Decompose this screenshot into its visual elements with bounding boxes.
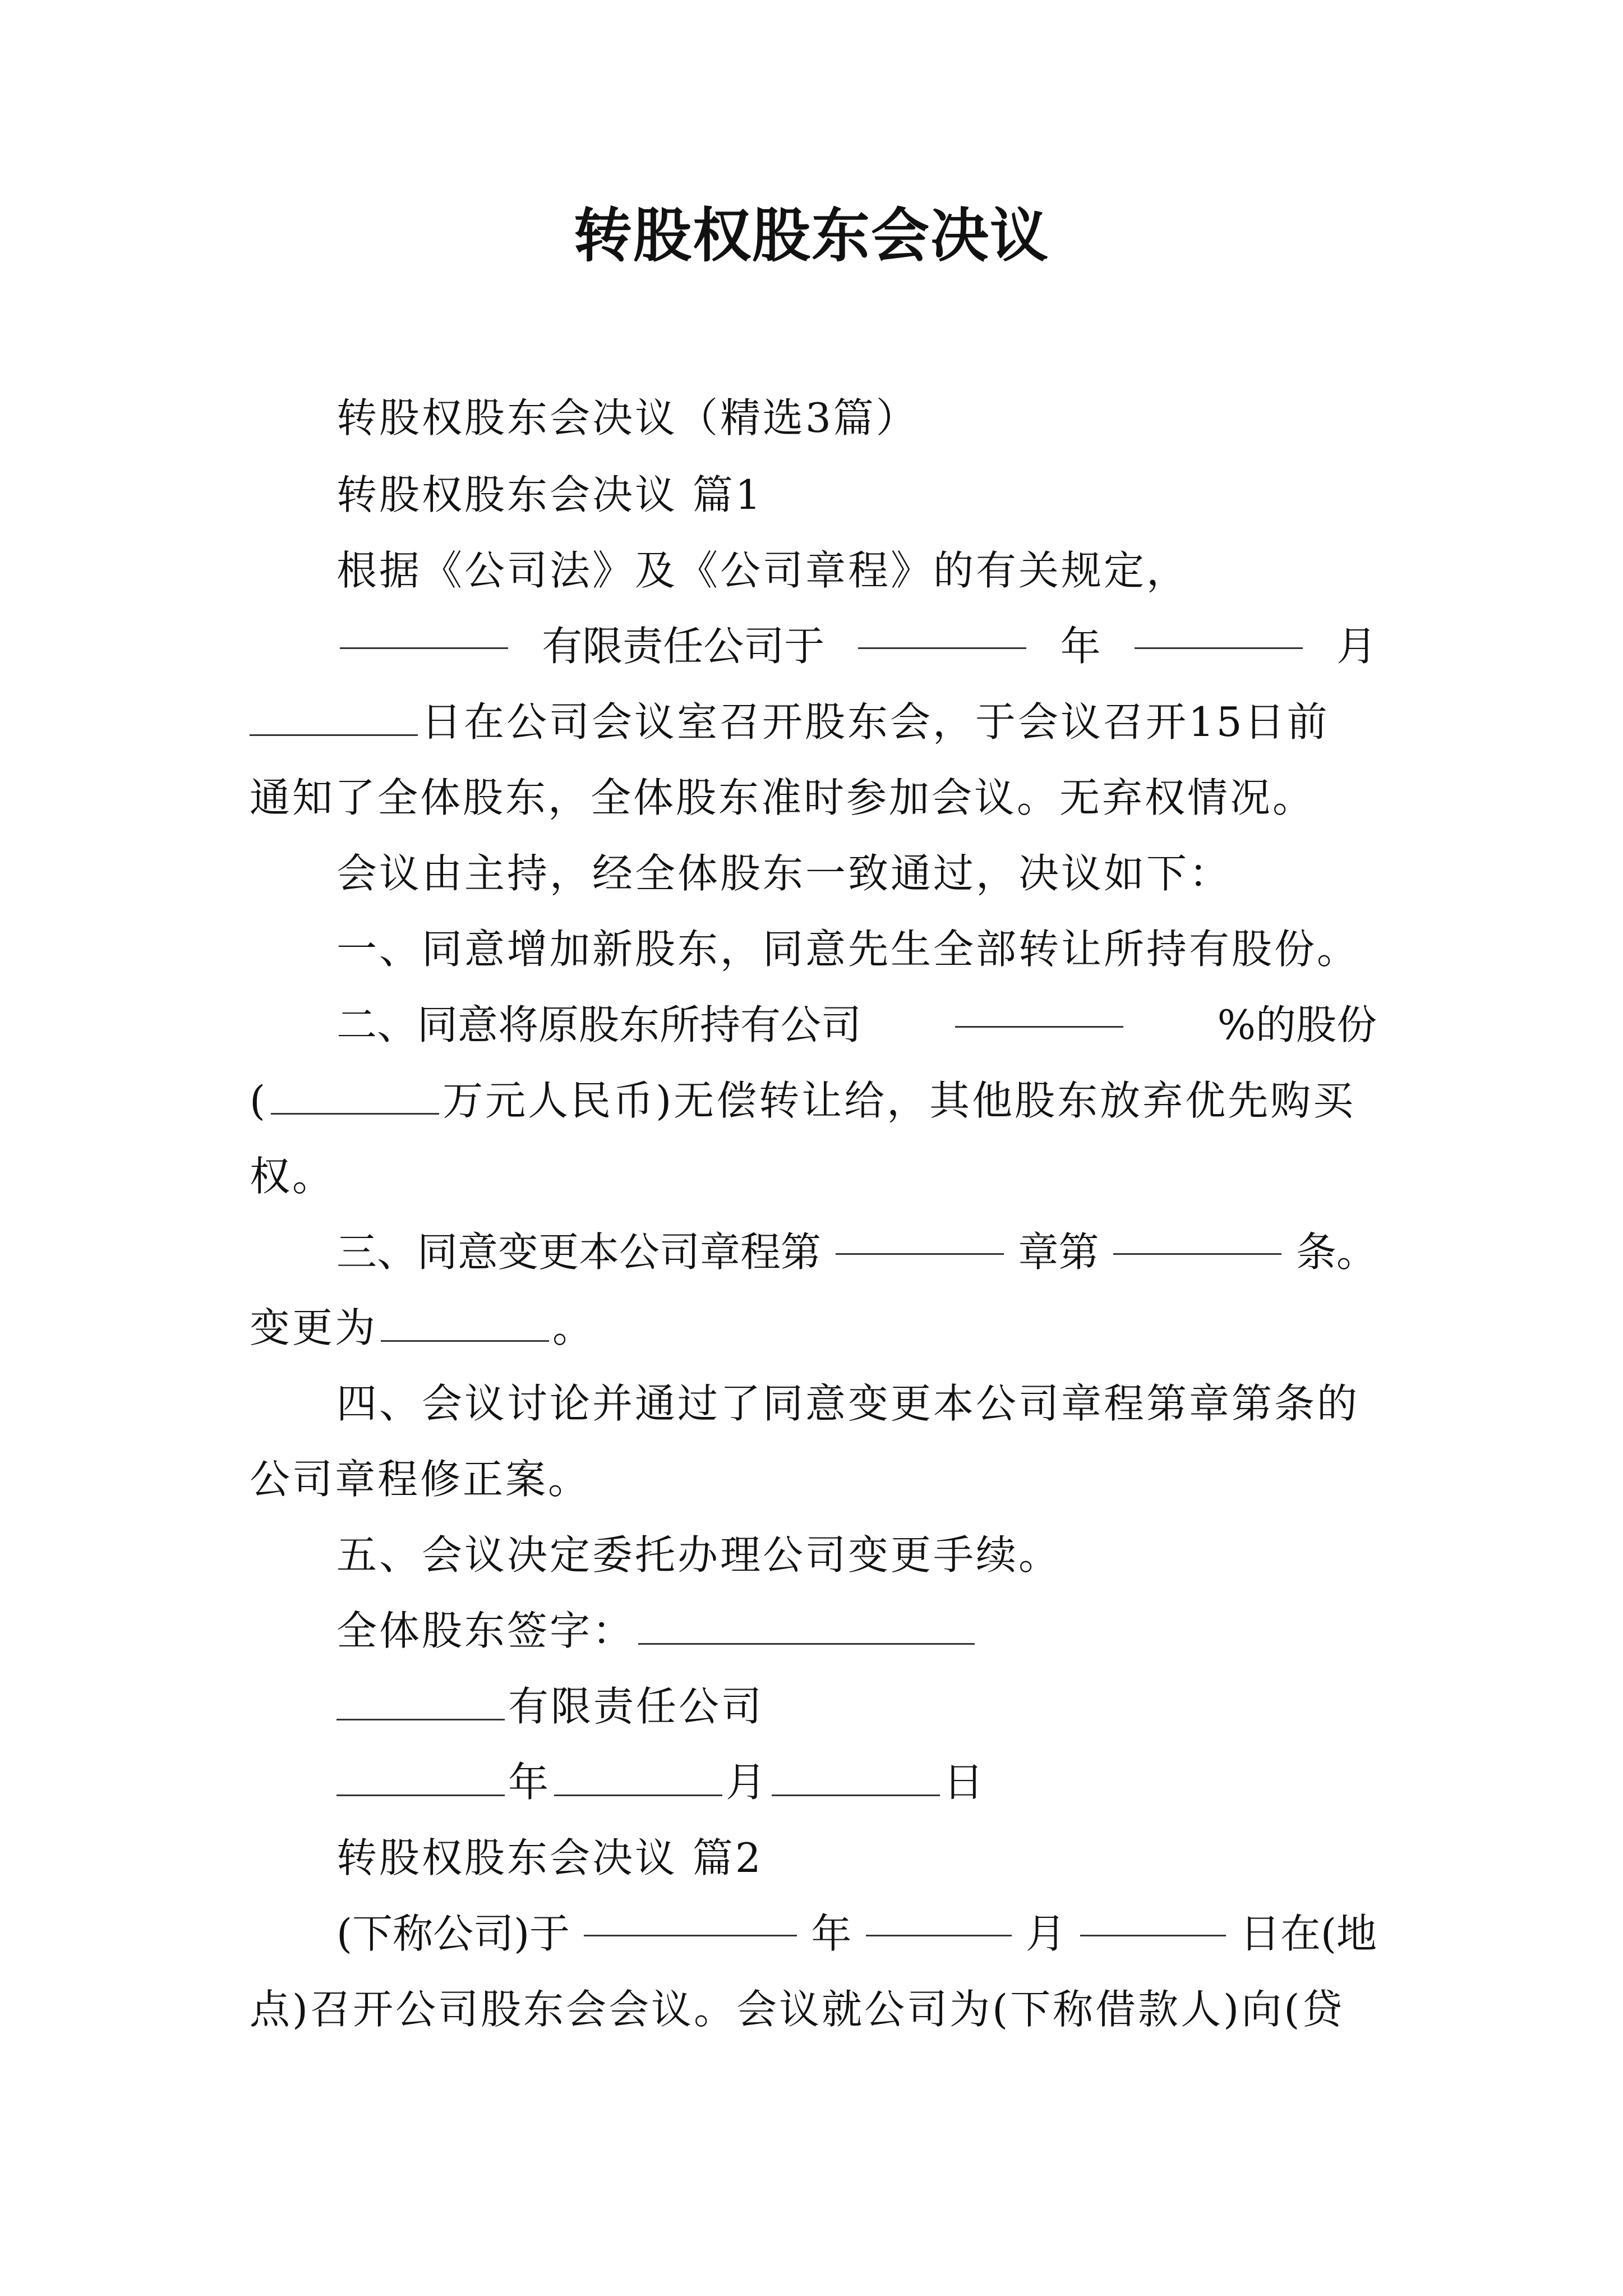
section-1-heading: 转股权股东会决议 篇1 [336, 471, 763, 518]
resolution-item-3 [336, 1218, 1377, 1286]
sign-date-line [336, 1749, 1377, 1816]
month-text: 月 [1336, 623, 1377, 670]
resolution-item-2-cont [250, 1067, 1377, 1134]
sign-year-text: 年 [508, 1759, 551, 1806]
sign-year-blank [336, 1760, 505, 1796]
meeting-day-text: 日在公司会议室召开股东会，于会议召开15日前 [421, 698, 1330, 746]
company-name-blank [340, 613, 508, 649]
open-paren: ( [250, 1077, 268, 1124]
year-text: 年 [1060, 623, 1101, 670]
meeting-date-line [336, 613, 1377, 680]
resolution-item-5: 五、会议决定委托办理公司变更手续。 [336, 1531, 1062, 1579]
sign-month-text: 月 [726, 1759, 769, 1806]
month-blank [1135, 613, 1303, 649]
intro-line: 转股权股东会决议（精选3篇） [336, 394, 919, 441]
section-2-paragraph [336, 1900, 1377, 1967]
resolution-item-4: 四、会议讨论并通过了同意变更本公司章程第章第条的 [336, 1380, 1360, 1427]
sign-day-blank [772, 1760, 940, 1796]
resolution-item-2-end: 权。 [250, 1153, 335, 1200]
item-2-text: 二、同意将原股东所持有公司 [336, 1001, 862, 1048]
item-3-text: 三、同意变更本公司章程第 [336, 1228, 822, 1276]
section-2-year-blank [584, 1900, 797, 1936]
share-percent-blank [955, 991, 1123, 1028]
section-2-day-text: 日在(地 [1239, 1910, 1377, 1957]
resolution-item-2 [336, 991, 1377, 1059]
company-sign-line [336, 1673, 1377, 1740]
item-2-transfer-text: 万元人民币)无偿转让给，其他股东放弃优先购买 [442, 1077, 1356, 1124]
section-2-company-text: (下称公司)于 [336, 1910, 570, 1957]
signature-blank [638, 1608, 975, 1645]
section-2-year-text: 年 [811, 1910, 852, 1957]
day-blank [250, 700, 418, 736]
period-text: 。 [552, 1304, 596, 1351]
signature-label: 全体股东签字： [336, 1607, 635, 1654]
meeting-chair-line: 会议由主持，经全体股东一致通过，决议如下： [336, 850, 1232, 897]
company-type-text: 有限责任公司于 [542, 623, 825, 670]
item-2-percent-text: %的股份 [1217, 1001, 1377, 1048]
sign-day-text: 日 [943, 1759, 986, 1806]
paragraph-legal-basis: 根据《公司法》及《公司章程》的有关规定， [336, 547, 1189, 594]
sign-month-blank [554, 1760, 722, 1796]
chapter-blank [836, 1218, 1004, 1255]
company-sign-text: 有限责任公司 [508, 1683, 764, 1730]
section-2-heading: 转股权股东会决议 篇2 [336, 1834, 763, 1881]
change-to-blank [381, 1305, 549, 1342]
resolution-item-3-cont [250, 1294, 1377, 1361]
section-2-month-blank [866, 1900, 1012, 1936]
signature-line [336, 1597, 1377, 1664]
company-sign-blank [336, 1684, 505, 1720]
document-title: 转股权股东会决议 [573, 201, 1049, 270]
amount-blank [271, 1078, 439, 1115]
section-2-paragraph-cont: 点)召开公司股东会会议。会议就公司为(下称借款人)向(贷 [250, 1986, 1345, 2033]
section-2-day-blank [1080, 1900, 1226, 1936]
article-text: 条。 [1295, 1228, 1377, 1276]
resolution-item-1: 一、同意增加新股东，同意先生全部转让所持有股份。 [336, 926, 1360, 973]
year-blank [858, 613, 1026, 649]
article-blank [1113, 1218, 1281, 1255]
resolution-item-4-cont: 公司章程修正案。 [250, 1456, 591, 1503]
meeting-day-line [250, 688, 1377, 756]
section-2-month-text: 月 [1025, 1910, 1066, 1957]
change-to-text: 变更为 [250, 1304, 378, 1351]
chapter-text: 章第 [1018, 1228, 1099, 1276]
notification-line: 通知了全体股东，全体股东准时参加会议。无弃权情况。 [250, 774, 1316, 821]
